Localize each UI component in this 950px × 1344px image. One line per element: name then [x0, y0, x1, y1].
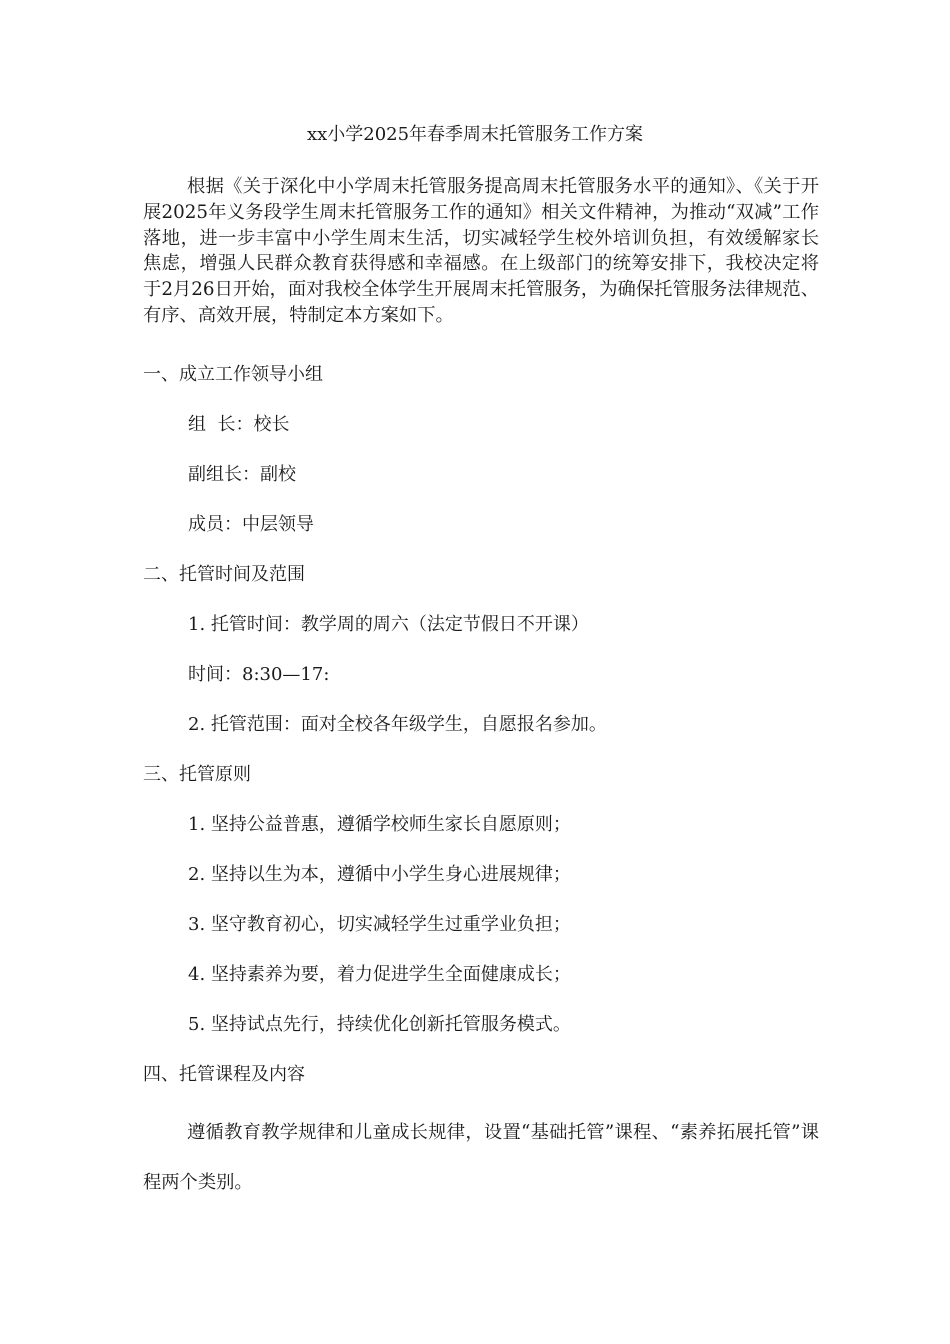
- section-1-heading: 一、成立工作领导小组: [143, 364, 323, 385]
- principle-item: 5. 坚持试点先行，持续优化创新托管服务模式。: [188, 1014, 571, 1035]
- section-4-heading: 四、托管课程及内容: [143, 1064, 305, 1085]
- members-line: 成员：中层领导: [188, 514, 314, 535]
- principle-item: 3. 坚守教育初心，切实减轻学生过重学业负担；: [188, 914, 571, 935]
- section-3-heading: 三、托管原则: [143, 764, 251, 785]
- time-line: 时间：8:30—17:: [188, 664, 330, 685]
- principle-item: 1. 坚持公益普惠，遵循学校师生家长自愿原则；: [188, 814, 571, 835]
- section-2-heading: 二、托管时间及范围: [143, 564, 305, 585]
- schedule-item: 1. 托管时间：教学周的周六（法定节假日不开课）: [188, 614, 589, 635]
- principle-item: 2. 坚持以生为本，遵循中小学生身心进展规律；: [188, 864, 571, 885]
- scope-item: 2. 托管范围：面对全校各年级学生，自愿报名参加。: [188, 714, 607, 735]
- course-paragraph: 遵循教育教学规律和儿童成长规律，设置“基础托管”课程、“素养拓展托管”课程两个类别。: [143, 1122, 819, 1193]
- intro-paragraph: 根据《关于深化中小学周末托管服务提高周末托管服务水平的通知》、《关于开展2025年义务段学生周末托管服务工作的通知》相关文件精神，为推动“双减”工作落地，进一步丰富中小学生周末生活，切实减轻学生校外培训负担，有效缓解家长焦虑，增强人民群众教育获得感和幸福感。在上级部门的统筹安排下，我校决定将于2月26日开始，面对我校全体学生开展周末托管服务，为确保托管服务法律规范、有序、高效开展，特制定本方案如下。: [143, 176, 819, 326]
- principle-item: 4. 坚持素养为要，着力促进学生全面健康成长；: [188, 964, 571, 985]
- document-title: xx小学2025年春季周末托管服务工作方案: [306, 124, 644, 145]
- deputy-line: 副组长：副校: [188, 464, 296, 485]
- leader-line: 组 长：校长: [188, 414, 290, 435]
